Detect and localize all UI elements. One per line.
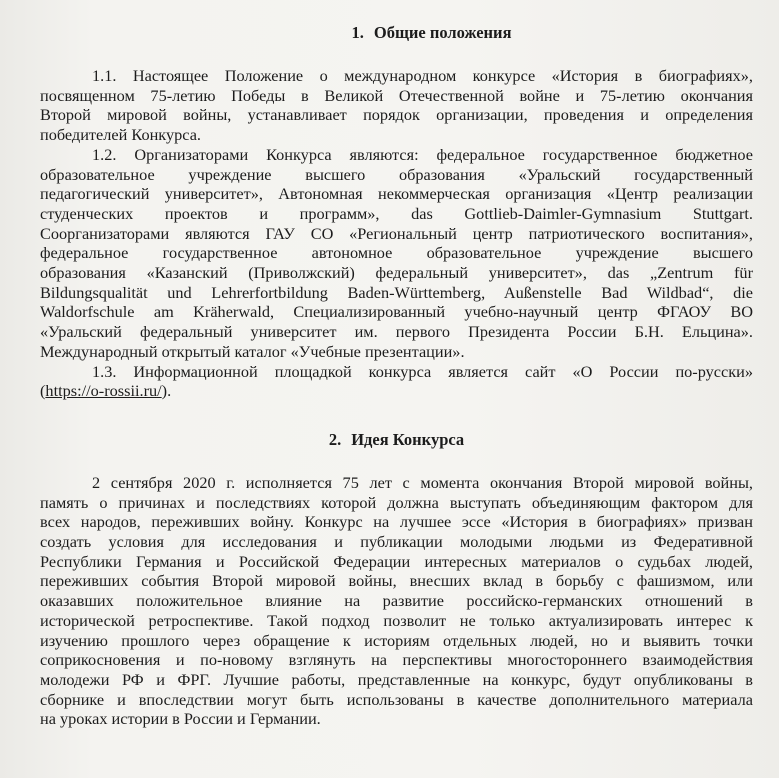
paragraph-1-1 [40, 66, 753, 145]
section-number: 2. [328, 429, 342, 449]
text-line: Международный открытый каталог «Учебные презентации». [40, 341, 465, 361]
text-line: изучению прошлого через обращение к историям отдельных людей, но и выявить точки [40, 630, 753, 650]
text-line: всех народов, переживших войну. Конкурс на лучшее эссе «История в биографиях» призван [40, 512, 753, 532]
text-line: 1.1. Настоящее Положение о международном конкурсе «История в биографиях», [92, 66, 753, 85]
text-line: образования «Казанский (Приволжский) федеральный университет», das „Zentrum für [40, 263, 753, 283]
text-line: сборнике и впоследствии могут быть использованы в качестве дополнительного материала [40, 689, 753, 709]
section-number: 1. [351, 23, 364, 42]
text-line: педагогический университет», Автономная некоммерческая организация «Центр реализации [40, 184, 753, 204]
text-line: федеральное государственное автономное образовательное учреждение высшего [40, 243, 753, 263]
section-heading-contest-idea [40, 429, 753, 451]
text-line: переживших события Второй мировой войны, внесших вклад в борьбу с фашизмом, или [40, 571, 753, 591]
text-line [40, 381, 753, 401]
text-line: соприкосновения и по-новому взглянуть на перспективы многостороннего взаимодействия [40, 650, 753, 670]
paragraph-1-2 [40, 145, 753, 362]
text-line: Республики Германия и Российской Федерации интересных материалов о судьбах людей, [40, 551, 753, 571]
paragraph-1-3 [40, 362, 753, 401]
text-line: «Уральский федеральный университет им. первого Президента России Б.Н. Ельцина». [40, 322, 753, 342]
text-line: создать условия для исследования и публикации молодыми людьми из Федеративной [40, 532, 753, 552]
text-line: 1.3. Информационной площадкой конкурса является сайт «О России по-русски» [92, 361, 753, 381]
text-line: образовательное учреждение высшего образования «Уральский государственный [40, 164, 753, 184]
text-line: молодежи РФ и ФРГ. Лучшие работы, представленные на конкурс, будут опубликованы в [40, 669, 753, 689]
text-line: Waldorfschule am Kräherwald, Специализированный учебно-научный центр ФГАОУ ВО [40, 302, 753, 322]
link-suffix: ). [161, 381, 172, 401]
section-heading-general-provisions [40, 22, 753, 44]
text-line: исторической ретроспективе. Такой подход позволит не только актуализировать интерес к [40, 610, 753, 630]
text-line: 1.2. Организаторами Конкурса являются: федеральное государственное бюджетное [92, 144, 753, 164]
paragraph-2 [40, 473, 753, 729]
text-line: 2 сентября 2020 г. исполняется 75 лет с момента окончания Второй мировой войны, [92, 472, 753, 492]
text-line: посвященном 75-летию Победы в Великой Отечественной войне и 75-летию окончания [40, 85, 753, 105]
website-link[interactable]: https://o-rossii.ru/ [45, 381, 162, 401]
text-line: на уроках истории в России и Германии. [40, 709, 321, 729]
link-prefix: ( [40, 381, 46, 401]
text-line: победителей Конкурса. [40, 125, 201, 145]
section-title: Идея Конкурса [351, 429, 465, 449]
text-line: оказавших положительное влияние на развитие российско-германских отношений в [40, 591, 753, 611]
section-title: Общие положения [373, 23, 512, 42]
text-line: студенческих проектов и программ», das Gottlieb-Daimler-Gymnasium Stuttgart. [40, 203, 753, 223]
text-line: память о причинах и последствиях которой должна выступать объединяющим фактором для [40, 492, 753, 512]
text-line: Bildungsqualität und Lehrerfortbildung Baden-Württemberg, Außenstelle Bad Wildbad“, die [40, 282, 753, 302]
text-line: Соорганизаторами являются ГАУ СО «Региональный центр патриотического воспитания», [40, 223, 753, 243]
text-line: Второй мировой войны, устанавливает порядок организации, проведения и определения [40, 105, 753, 125]
